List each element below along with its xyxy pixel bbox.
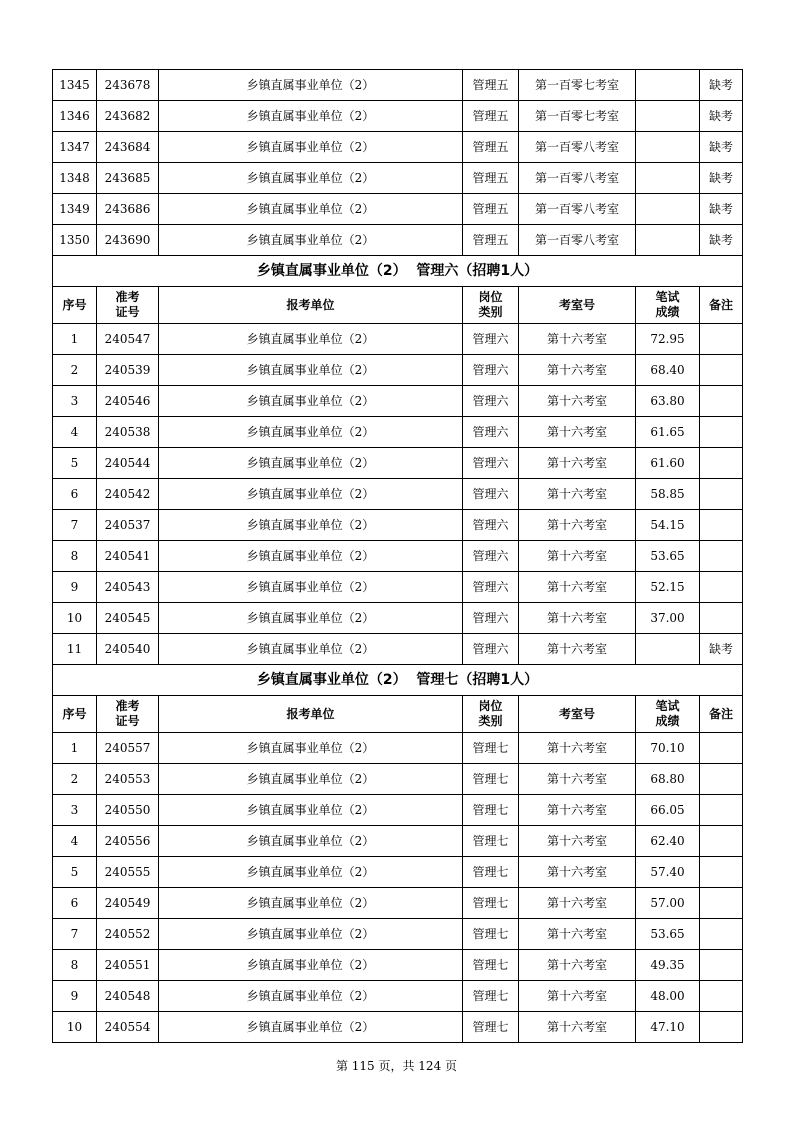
cell-room: 第一百零七考室	[519, 70, 636, 101]
table-row	[53, 981, 743, 1012]
cell-note	[700, 764, 743, 795]
cell-id: 240541	[97, 541, 159, 572]
cell-seq: 1346	[53, 101, 97, 132]
cell-room: 第十六考室	[519, 764, 636, 795]
cell-post: 管理七	[463, 795, 519, 826]
cell-unit: 乡镇直属事业单位（2）	[159, 225, 463, 256]
cell-post: 管理六	[463, 541, 519, 572]
cell-note: 缺考	[700, 132, 743, 163]
cell-unit: 乡镇直属事业单位（2）	[159, 888, 463, 919]
cell-post: 管理七	[463, 950, 519, 981]
cell-room: 第一百零七考室	[519, 101, 636, 132]
cell-note: 缺考	[700, 225, 743, 256]
cell-seq: 4	[53, 417, 97, 448]
cell-unit: 乡镇直属事业单位（2）	[159, 386, 463, 417]
cell-score	[636, 101, 700, 132]
header-text: 报考单位	[286, 706, 335, 721]
cell-room: 第十六考室	[519, 355, 636, 386]
cell-note: 缺考	[700, 634, 743, 665]
cell-score	[636, 163, 700, 194]
cell-room: 第十六考室	[519, 857, 636, 888]
cell-post: 管理六	[463, 572, 519, 603]
cell-id: 240539	[97, 355, 159, 386]
table-row	[53, 603, 743, 634]
cell-score: 49.35	[636, 950, 700, 981]
cell-seq: 1348	[53, 163, 97, 194]
cell-seq: 8	[53, 541, 97, 572]
table-row	[53, 919, 743, 950]
cell-id: 240546	[97, 386, 159, 417]
header-text: 准考	[115, 290, 140, 304]
cell-room: 第十六考室	[519, 510, 636, 541]
cell-id: 240540	[97, 634, 159, 665]
cell-room: 第十六考室	[519, 826, 636, 857]
cell-unit: 乡镇直属事业单位（2）	[159, 355, 463, 386]
cell-room: 第十六考室	[519, 733, 636, 764]
cell-note	[700, 417, 743, 448]
cell-score: 47.10	[636, 1012, 700, 1043]
cell-post: 管理五	[463, 194, 519, 225]
cell-score	[636, 634, 700, 665]
cell-score: 57.40	[636, 857, 700, 888]
cell-note: 缺考	[700, 70, 743, 101]
cell-seq: 1350	[53, 225, 97, 256]
cell-id: 243682	[97, 101, 159, 132]
cell-score: 61.60	[636, 448, 700, 479]
cell-score: 48.00	[636, 981, 700, 1012]
header-text: 岗位	[478, 290, 503, 304]
header-text: 考室号	[558, 706, 595, 721]
section-title-row	[53, 256, 743, 287]
cell-room: 第十六考室	[519, 981, 636, 1012]
cell-id: 240553	[97, 764, 159, 795]
header-note	[700, 287, 743, 324]
section-title: 乡镇直属事业单位（2） 管理七（招聘1人）	[53, 665, 743, 696]
cell-id: 240551	[97, 950, 159, 981]
cell-id: 240545	[97, 603, 159, 634]
table-row	[53, 634, 743, 665]
cell-id: 240538	[97, 417, 159, 448]
header-text: 岗位	[478, 699, 503, 713]
cell-room: 第一百零八考室	[519, 163, 636, 194]
cell-id: 240557	[97, 733, 159, 764]
table-row	[53, 132, 743, 163]
cell-unit: 乡镇直属事业单位（2）	[159, 510, 463, 541]
cell-seq: 5	[53, 857, 97, 888]
cell-room: 第十六考室	[519, 324, 636, 355]
header-id	[97, 696, 159, 733]
cell-id: 240543	[97, 572, 159, 603]
section-title: 乡镇直属事业单位（2） 管理六（招聘1人）	[53, 256, 743, 287]
table-row	[53, 194, 743, 225]
cell-post: 管理五	[463, 70, 519, 101]
cell-note	[700, 386, 743, 417]
table-row	[53, 225, 743, 256]
cell-note: 缺考	[700, 163, 743, 194]
cell-unit: 乡镇直属事业单位（2）	[159, 857, 463, 888]
cell-room: 第一百零八考室	[519, 225, 636, 256]
table-row	[53, 950, 743, 981]
cell-post: 管理五	[463, 101, 519, 132]
cell-post: 管理七	[463, 857, 519, 888]
cell-seq: 1345	[53, 70, 97, 101]
cell-id: 240554	[97, 1012, 159, 1043]
cell-score: 68.40	[636, 355, 700, 386]
section-title-row	[53, 665, 743, 696]
cell-seq: 1349	[53, 194, 97, 225]
cell-post: 管理六	[463, 510, 519, 541]
cell-room: 第十六考室	[519, 634, 636, 665]
cell-note	[700, 510, 743, 541]
cell-note	[700, 603, 743, 634]
cell-seq: 8	[53, 950, 97, 981]
cell-note	[700, 1012, 743, 1043]
cell-note	[700, 950, 743, 981]
cell-note	[700, 355, 743, 386]
cell-note: 缺考	[700, 194, 743, 225]
table-row	[53, 70, 743, 101]
cell-seq: 6	[53, 479, 97, 510]
table-row	[53, 355, 743, 386]
cell-score: 68.80	[636, 764, 700, 795]
header-score	[636, 287, 700, 324]
cell-post: 管理五	[463, 132, 519, 163]
cell-seq: 6	[53, 888, 97, 919]
header-unit	[159, 287, 463, 324]
table-row	[53, 101, 743, 132]
cell-seq: 1347	[53, 132, 97, 163]
cell-unit: 乡镇直属事业单位（2）	[159, 826, 463, 857]
cell-id: 240552	[97, 919, 159, 950]
cell-id: 240544	[97, 448, 159, 479]
cell-score: 54.15	[636, 510, 700, 541]
cell-room: 第十六考室	[519, 795, 636, 826]
header-text: 成绩	[655, 714, 680, 728]
cell-post: 管理六	[463, 479, 519, 510]
cell-seq: 3	[53, 386, 97, 417]
cell-seq: 9	[53, 572, 97, 603]
cell-score	[636, 132, 700, 163]
cell-post: 管理七	[463, 919, 519, 950]
cell-room: 第一百零八考室	[519, 194, 636, 225]
cell-score: 53.65	[636, 919, 700, 950]
header-seq	[53, 287, 97, 324]
page-footer: 第 115 页，共 124 页	[335, 1059, 458, 1073]
cell-post: 管理六	[463, 448, 519, 479]
header-post	[463, 287, 519, 324]
cell-unit: 乡镇直属事业单位（2）	[159, 795, 463, 826]
table-row	[53, 1012, 743, 1043]
header-text: 准考	[115, 699, 140, 713]
cell-room: 第十六考室	[519, 1012, 636, 1043]
cell-unit: 乡镇直属事业单位（2）	[159, 764, 463, 795]
header-text: 证号	[115, 305, 140, 319]
cell-unit: 乡镇直属事业单位（2）	[159, 101, 463, 132]
table-row	[53, 764, 743, 795]
header-text: 备注	[708, 706, 733, 721]
header-text: 成绩	[655, 305, 680, 319]
cell-note: 缺考	[700, 101, 743, 132]
header-score	[636, 696, 700, 733]
cell-unit: 乡镇直属事业单位（2）	[159, 163, 463, 194]
cell-seq: 9	[53, 981, 97, 1012]
cell-post: 管理七	[463, 981, 519, 1012]
cell-note	[700, 888, 743, 919]
header-text: 证号	[115, 714, 140, 728]
header-text: 序号	[62, 706, 87, 721]
cell-post: 管理七	[463, 1012, 519, 1043]
header-id	[97, 287, 159, 324]
cell-seq: 4	[53, 826, 97, 857]
cell-score: 72.95	[636, 324, 700, 355]
cell-room: 第十六考室	[519, 448, 636, 479]
cell-unit: 乡镇直属事业单位（2）	[159, 70, 463, 101]
cell-score: 70.10	[636, 733, 700, 764]
cell-unit: 乡镇直属事业单位（2）	[159, 541, 463, 572]
cell-note	[700, 919, 743, 950]
cell-id: 240542	[97, 479, 159, 510]
cell-unit: 乡镇直属事业单位（2）	[159, 733, 463, 764]
cell-unit: 乡镇直属事业单位（2）	[159, 572, 463, 603]
cell-unit: 乡镇直属事业单位（2）	[159, 479, 463, 510]
cell-unit: 乡镇直属事业单位（2）	[159, 634, 463, 665]
cell-id: 240550	[97, 795, 159, 826]
cell-note	[700, 324, 743, 355]
cell-unit: 乡镇直属事业单位（2）	[159, 950, 463, 981]
cell-seq: 3	[53, 795, 97, 826]
cell-id: 243678	[97, 70, 159, 101]
cell-room: 第十六考室	[519, 603, 636, 634]
header-text: 笔试	[655, 699, 680, 713]
header-room	[519, 287, 636, 324]
table-row	[53, 448, 743, 479]
results-table	[52, 69, 743, 1043]
cell-seq: 10	[53, 603, 97, 634]
cell-id: 240548	[97, 981, 159, 1012]
cell-room: 第十六考室	[519, 417, 636, 448]
cell-post: 管理六	[463, 355, 519, 386]
header-row	[53, 696, 743, 733]
cell-score: 66.05	[636, 795, 700, 826]
header-text: 序号	[62, 297, 87, 312]
table-row	[53, 733, 743, 764]
cell-room: 第十六考室	[519, 541, 636, 572]
table-row	[53, 386, 743, 417]
cell-post: 管理七	[463, 733, 519, 764]
cell-id: 243684	[97, 132, 159, 163]
cell-score	[636, 225, 700, 256]
cell-score	[636, 70, 700, 101]
table-row	[53, 417, 743, 448]
table-row	[53, 479, 743, 510]
cell-seq: 7	[53, 510, 97, 541]
header-text: 类别	[478, 714, 503, 728]
cell-score: 62.40	[636, 826, 700, 857]
cell-seq: 2	[53, 764, 97, 795]
cell-note	[700, 795, 743, 826]
cell-score: 63.80	[636, 386, 700, 417]
header-text: 报考单位	[286, 297, 335, 312]
cell-seq: 11	[53, 634, 97, 665]
cell-note	[700, 857, 743, 888]
cell-seq: 1	[53, 324, 97, 355]
cell-post: 管理六	[463, 324, 519, 355]
cell-room: 第十六考室	[519, 479, 636, 510]
cell-id: 240556	[97, 826, 159, 857]
table-row	[53, 324, 743, 355]
table-row	[53, 163, 743, 194]
cell-note	[700, 572, 743, 603]
cell-id: 240547	[97, 324, 159, 355]
cell-unit: 乡镇直属事业单位（2）	[159, 324, 463, 355]
cell-room: 第十六考室	[519, 572, 636, 603]
cell-seq: 5	[53, 448, 97, 479]
cell-score: 53.65	[636, 541, 700, 572]
cell-seq: 1	[53, 733, 97, 764]
cell-post: 管理六	[463, 417, 519, 448]
cell-room: 第十六考室	[519, 950, 636, 981]
cell-unit: 乡镇直属事业单位（2）	[159, 132, 463, 163]
cell-unit: 乡镇直属事业单位（2）	[159, 417, 463, 448]
cell-post: 管理五	[463, 225, 519, 256]
cell-id: 240555	[97, 857, 159, 888]
cell-note	[700, 479, 743, 510]
table-row	[53, 857, 743, 888]
table-row	[53, 795, 743, 826]
cell-note	[700, 826, 743, 857]
table-row	[53, 888, 743, 919]
cell-seq: 7	[53, 919, 97, 950]
cell-seq: 10	[53, 1012, 97, 1043]
cell-id: 240549	[97, 888, 159, 919]
cell-post: 管理七	[463, 826, 519, 857]
header-text: 类别	[478, 305, 503, 319]
cell-post: 管理六	[463, 634, 519, 665]
table-row	[53, 510, 743, 541]
cell-id: 243686	[97, 194, 159, 225]
cell-post: 管理六	[463, 386, 519, 417]
cell-post: 管理七	[463, 888, 519, 919]
cell-unit: 乡镇直属事业单位（2）	[159, 919, 463, 950]
header-post	[463, 696, 519, 733]
cell-score: 52.15	[636, 572, 700, 603]
table-row	[53, 541, 743, 572]
header-text: 备注	[708, 297, 733, 312]
header-unit	[159, 696, 463, 733]
cell-note	[700, 981, 743, 1012]
cell-unit: 乡镇直属事业单位（2）	[159, 981, 463, 1012]
cell-note	[700, 733, 743, 764]
cell-unit: 乡镇直属事业单位（2）	[159, 448, 463, 479]
header-room	[519, 696, 636, 733]
cell-id: 243690	[97, 225, 159, 256]
header-note	[700, 696, 743, 733]
cell-score: 57.00	[636, 888, 700, 919]
cell-id: 240537	[97, 510, 159, 541]
cell-room: 第十六考室	[519, 386, 636, 417]
cell-score: 61.65	[636, 417, 700, 448]
cell-note	[700, 448, 743, 479]
header-text: 笔试	[655, 290, 680, 304]
header-text: 考室号	[558, 297, 595, 312]
cell-score	[636, 194, 700, 225]
cell-room: 第一百零八考室	[519, 132, 636, 163]
table-row	[53, 572, 743, 603]
cell-room: 第十六考室	[519, 888, 636, 919]
cell-unit: 乡镇直属事业单位（2）	[159, 603, 463, 634]
cell-post: 管理七	[463, 764, 519, 795]
cell-unit: 乡镇直属事业单位（2）	[159, 194, 463, 225]
cell-post: 管理六	[463, 603, 519, 634]
cell-seq: 2	[53, 355, 97, 386]
header-seq	[53, 696, 97, 733]
header-row	[53, 287, 743, 324]
cell-score: 58.85	[636, 479, 700, 510]
cell-id: 243685	[97, 163, 159, 194]
cell-note	[700, 541, 743, 572]
cell-score: 37.00	[636, 603, 700, 634]
cell-room: 第十六考室	[519, 919, 636, 950]
cell-unit: 乡镇直属事业单位（2）	[159, 1012, 463, 1043]
table-row	[53, 826, 743, 857]
cell-post: 管理五	[463, 163, 519, 194]
